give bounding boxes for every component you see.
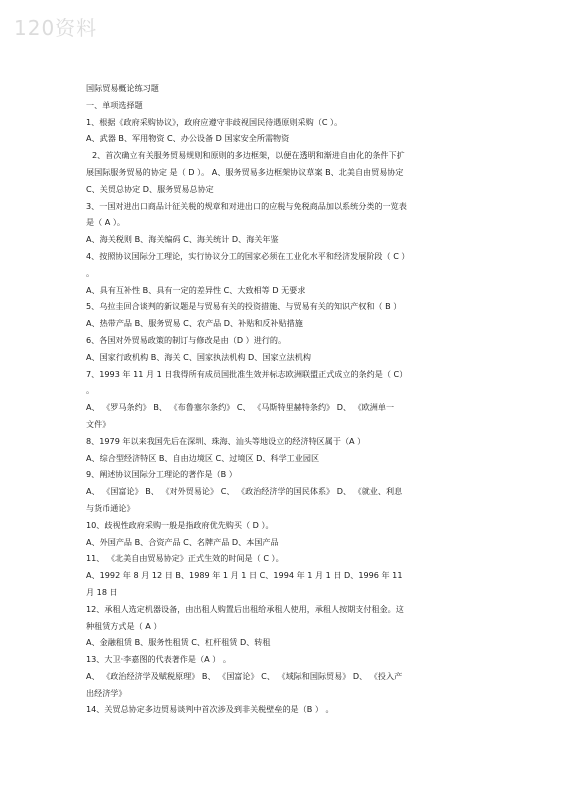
text-line: 出经济学》 [86,687,127,698]
text-line: 文件》 [86,418,111,429]
text-line: 6、各国对外贸易政策的制订与修改是由（D ）进行的。 [86,334,287,345]
text-line: 。 [86,267,95,278]
text-line: 1、根据《政府采购协议》，政府应遵守非歧视国民待遇原则采购（C ）。 [86,116,343,127]
text-line: A、海关税则 B、海关编码 C、海关统计 D、海关年鉴 [86,234,279,245]
text-line: A、金融租赁 B、服务性租赁 C、杠杆租赁 D、转租 [86,637,271,648]
text-line: 10、歧视性政府采购一般是指政府优先购买（ D ）。 [86,519,274,530]
text-line: A、 《国富论》 B、 《对外贸易论》 C、 《政治经济学的国民体系》 D、 《就业、利息 [86,486,403,497]
text-line: A、综合型经济特区 B、自由边境区 C、过境区 D、科学工业园区 [86,452,320,463]
text-line: A、武器 B、军用物资 C、办公设备 D 国家安全所需物资 [86,133,290,144]
text-line: 与货币通论》 [86,502,135,513]
watermark-logo: 120资料 [14,16,98,40]
section-heading: 一、单项选择题 [86,99,143,110]
text-line: A、 《政治经济学及赋税原理》 B、 《国富论》 C、 《域际和国际贸易》 D、 《投入产 [86,670,403,681]
text-line: 3、一国对进出口商品计征关税的规章和对进出口的应税与免税商品加以系统分类的一览表 [86,200,407,211]
text-line: C、关贸总协定 D、服务贸易总协定 [86,183,214,194]
text-line: 8、1979 年以来我国先后在深圳、珠海、汕头等地设立的经济特区属于（A ） [86,435,366,446]
text-line: 5、乌拉圭回合谈判的新议题是与贸易有关的投资措施、与贸易有关的知识产权和（ B ） [86,301,402,312]
text-line: 展国际服务贸易的协定 是（ D ）。 A、服务贸易多边框架协议草案 B、北美自由贸易协定 [86,166,404,177]
text-line: 9、阐述协议国际分工理论的著作是（B ） [86,469,237,480]
text-line: 7、1993 年 11 月 1 日我得所有成员国批准生效并标志欧洲联盟正式成立的条约是（ C） [86,368,408,379]
text-line: 2、首次确立有关服务贸易规则和原则的多边框架，以便在透明和渐进自由化的条件下扩 [92,150,405,161]
text-line: 4、按照协议国际分工理论，实行协议分工的国家必须在工业化水平和经济发展阶段（ C ） [86,250,410,261]
text-line: 13、大卫·李嘉图的代表著作是（A ） 。 [86,654,231,665]
text-line: A、热带产品 B、服务贸易 C、农产品 D、补贴和反补贴措施 [86,318,303,329]
text-line: 种租赁方式是（ A ） [86,620,162,631]
text-line: 14、关贸总协定多边贸易谈判中首次涉及到非关税壁垒的是（B ） 。 [86,704,334,715]
text-line: 。 [86,385,95,396]
text-line: A、具有互补性 B、具有一定的差异性 C、大致相等 D 无要求 [86,284,306,295]
document-title: 国际贸易概论练习题 [86,83,159,93]
text-line: A、外国产品 B、合资产品 C、名牌产品 D、本国产品 [86,536,279,547]
document-body [86,80,486,718]
text-line: A、国家行政机构 B、海关 C、国家执法机构 D、国家立法机构 [86,351,311,362]
text-line: 月 18 日 [86,586,118,597]
text-line: 是（ A ）。 [86,217,126,228]
text-line: 11、 《北美自由贸易协定》正式生效的时间是（ C ）。 [86,553,284,564]
text-line: 12、承租人选定机器设备，由出租人购置后出租给承租人使用，承租人按期支付租金。这 [86,603,404,614]
text-line: A、 《罗马条约》 B、 《布鲁塞尔条约》 C、 《马斯特里赫特条约》 D、 《欧洲单一 [86,402,395,413]
text-line: A、1992 年 8 月 12 日 B、1989 年 1 月 1 日 C、1994 年 1 月 1 日 D、1996 年 11 [86,570,403,581]
